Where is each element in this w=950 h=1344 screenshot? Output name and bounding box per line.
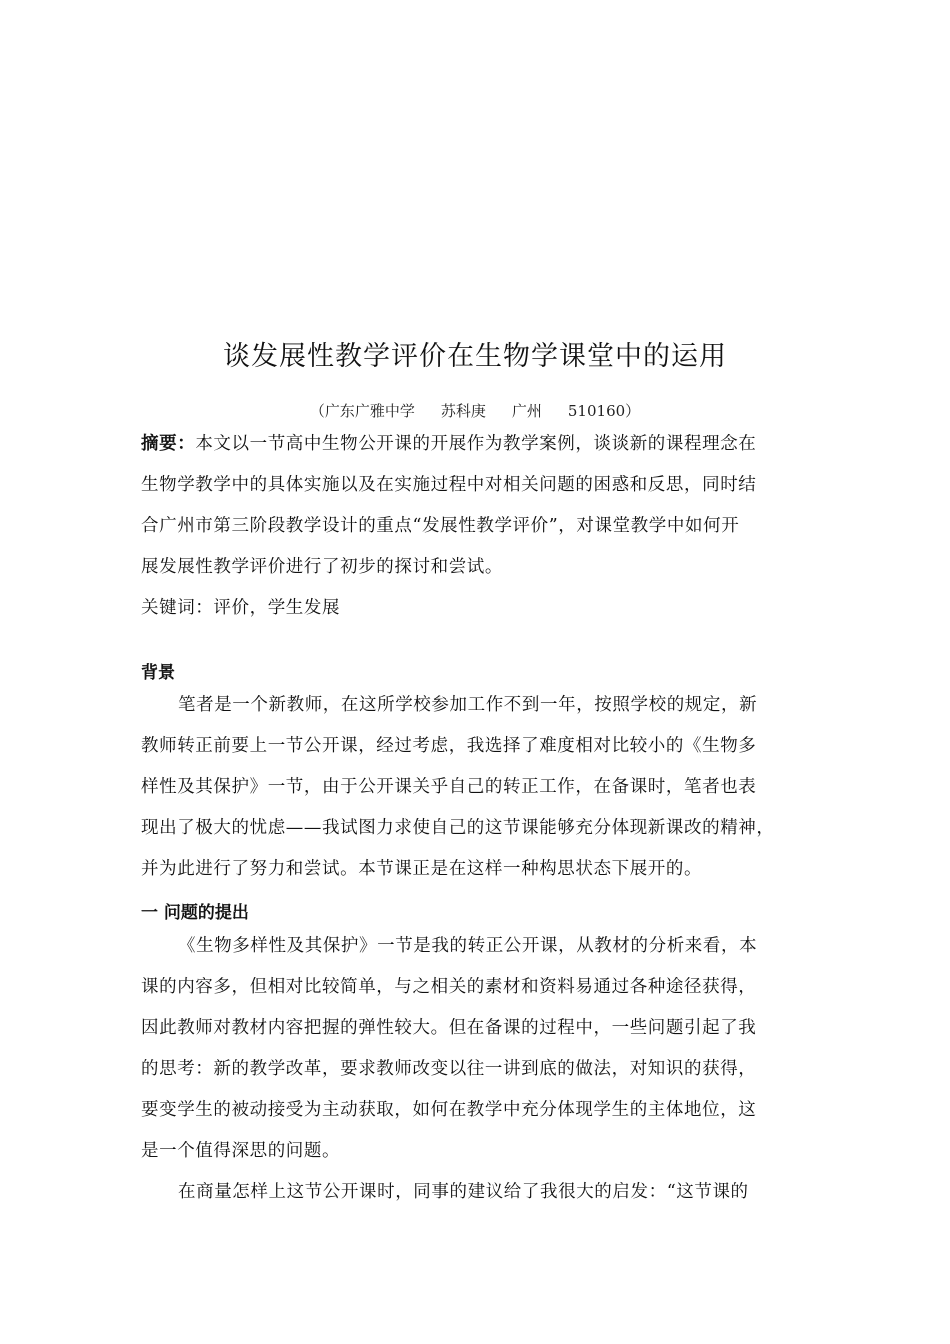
abstract-line-3: 合广州市第三阶段教学设计的重点“发展性教学评价”，对课堂教学中如何开	[141, 516, 740, 536]
background-line-3: 样性及其保护》一节，由于公开课关乎自己的转正工作，在备课时，笔者也表	[141, 777, 757, 797]
section-1-heading: 一 问题的提出	[141, 903, 249, 923]
section-1-line-5: 要变学生的被动接受为主动获取，如何在教学中充分体现学生的主体地位，这	[141, 1100, 757, 1120]
abstract-block	[141, 424, 831, 629]
keywords-label: 关键词：	[141, 598, 214, 618]
background-line-4: 现出了极大的忧虑——我试图力求使自己的这节课能够充分体现新课改的精神，	[141, 818, 775, 838]
section-1-line-1: 《生物多样性及其保护》一节是我的转正公开课，从教材的分析来看，本	[178, 936, 758, 956]
section-1-line-6: 是一个值得深思的问题。	[141, 1141, 341, 1161]
background-heading: 背景	[141, 663, 175, 683]
background-line-1: 笔者是一个新教师，在这所学校参加工作不到一年，按照学校的规定，新	[178, 695, 758, 715]
page-title: 谈发展性教学评价在生物学课堂中的运用	[223, 341, 727, 372]
abstract-label: 摘要：	[141, 434, 196, 454]
author-affiliation: （广东广雅中学	[309, 402, 415, 420]
keywords-text: 评价，学生发展	[213, 598, 341, 618]
background-block	[141, 685, 831, 890]
abstract-text-1: 本文以一节高中生物公开课的开展作为教学案例，谈谈新的课程理念在	[195, 434, 757, 454]
author-line	[0, 400, 950, 421]
keywords-line	[141, 588, 831, 629]
abstract-line-4: 展发展性教学评价进行了初步的探讨和尝试。	[141, 557, 503, 577]
abstract-line-2: 生物学教学中的具体实施以及在实施过程中对相关问题的困惑和反思，同时结	[141, 475, 757, 495]
section-1-line-7: 在商量怎样上这节公开课时，同事的建议给了我很大的启发：“这节课的	[178, 1182, 749, 1202]
background-line-5: 并为此进行了努力和尝试。本节课正是在这样一种构思状态下展开的。	[141, 859, 703, 879]
section-1-line-2: 课的内容多，但相对比较简单，与之相关的素材和资料易通过各种途径获得，	[141, 977, 757, 997]
section-1-block	[141, 926, 831, 1213]
author-city: 广州	[511, 402, 542, 420]
author-postcode: 510160）	[567, 402, 641, 420]
background-line-2: 教师转正前要上一节公开课，经过考虑，我选择了难度相对比较小的《生物多	[141, 736, 757, 756]
section-1-line-3: 因此教师对教材内容把握的弹性较大。但在备课的过程中，一些问题引起了我	[141, 1018, 757, 1038]
author-name: 苏科庚	[440, 402, 486, 420]
section-1-line-4: 的思考：新的教学改革，要求教师改变以往一讲到底的做法，对知识的获得，	[141, 1059, 757, 1079]
abstract-line-1	[141, 424, 831, 465]
